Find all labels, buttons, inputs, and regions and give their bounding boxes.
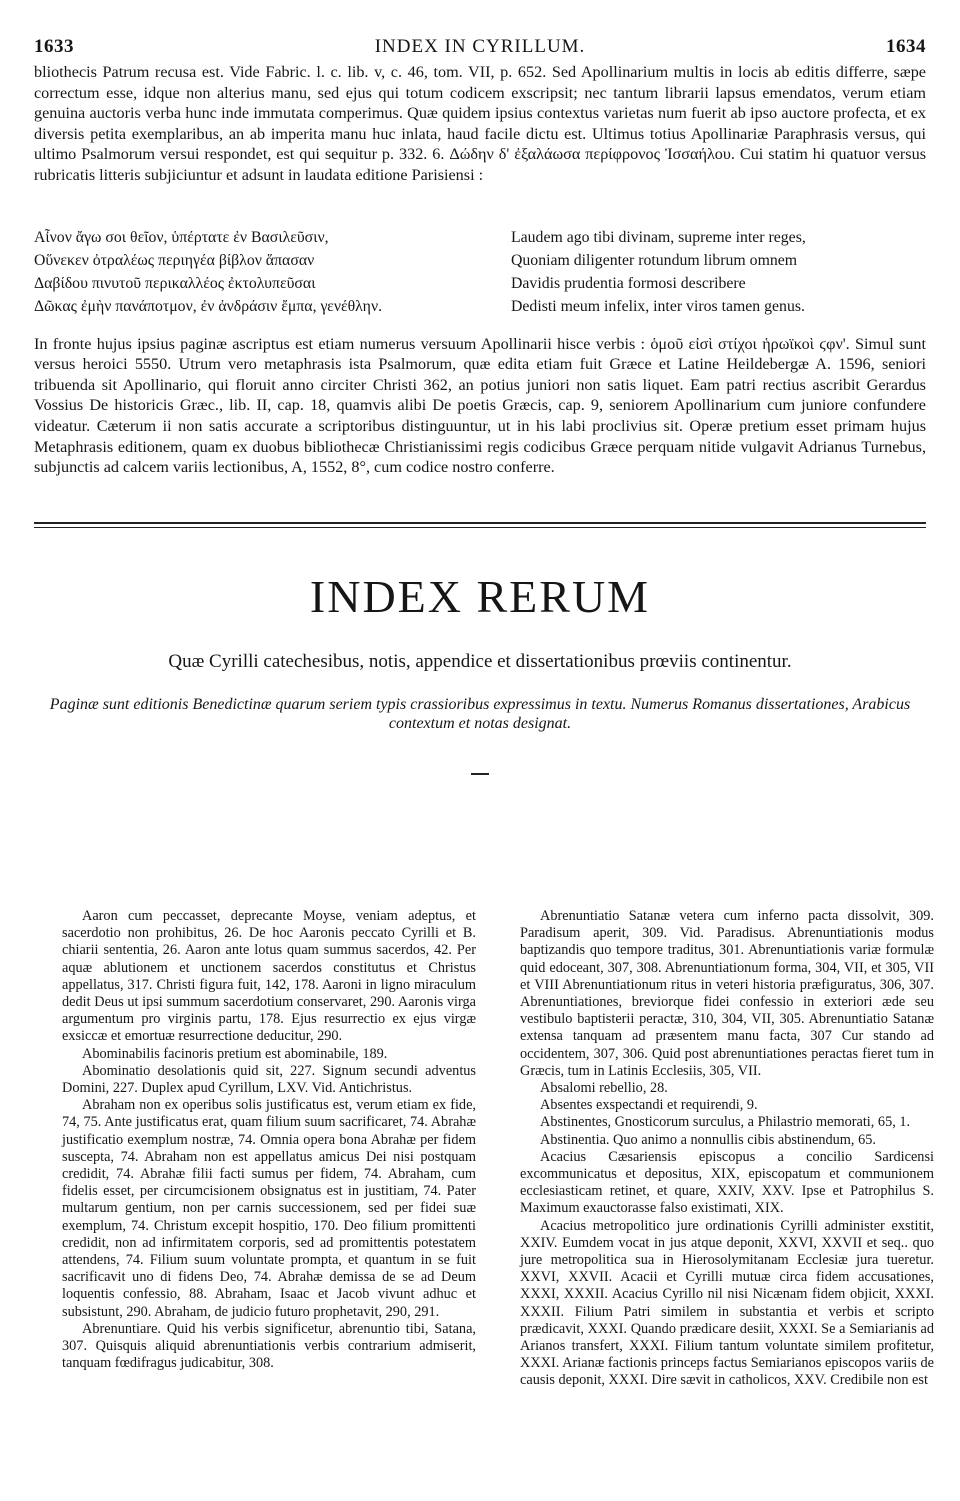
index-title: INDEX RERUM (309, 570, 651, 622)
index-columns (62, 908, 934, 1390)
intro-paragraph-text: bliothecis Patrum recusa est. Vide Fabric. l. c. lib. v, c. 46, tom. VII, p. 652. Sed Apollinarium multis in locis ab editis differre, sæpe correctum esse, idque non alterius manu, sed ejus qui totum codicem exscripsit; nec tantum librarii lapsus emendatos, verum etiam genuina auctoris verba hunc inde immutata comperimus. Quæ quidem ipsius contextus varietas num fuerit ab ipso auctore profecta, et ex diversis petita exemplaribus, an ab imperita manu huc inlata, haud facile dictu est. Ultimus totius Apollinariæ Paraphrasis versus, qui ultimo Psalmorum versui respondet, est qui sequitur p. 332. 6. Δώδην δ' ἐξαλάωσα περίφρονος Ἰσσαήλου. Cui statim hi quatuor versus rubricatis litteris subjiciuntur et adsunt in laudata editione Parisiensi : (34, 63, 926, 184)
latin-verse: Dedisti meum infelix, inter viros tamen genus. (511, 297, 805, 315)
index-note: Paginæ sunt editionis Benedictinæ quarum seriem typis crassioribus expressimus in textu. Numerus Romanus dissertationes, Arabicus contextum et notas designat. (49, 695, 911, 732)
latin-verses (511, 226, 926, 318)
index-entry: Absentes exspectandi et requirendi, 9. (540, 1097, 758, 1114)
greek-verse: Αἶνον ἄγω σοι θεῖον, ὑπέρτατε ἐν Βασιλεῦσιν, (34, 228, 329, 246)
index-entry: Abstinentia. Quo animo a nonnullis cibis abstinendum, 65. (540, 1131, 876, 1148)
short-divider (471, 773, 489, 775)
index-entry: Aaron cum peccasset, deprecante Moyse, veniam adeptus, et sacerdotio non prohibitus, 26. De hoc Aaronis peccato Cyrilli et B. chiarii sententia, 26. Aaron ante lotus quam summus sacerdos, 42. Per aquæ ablutionem et unctionem sacerdos constitutus et Christus appellatus, 317. Christi figura fuit, 142, 178. Aaroni in ligno miraculum dedit Deus ut ipsi summum sacerdotium conservaret, 290. Aaronis virga argumentum pro virginis partu, 178. Ejus resurrectio ex ejus virgæ exsiccæ et emortuæ resurrectione deducitur, 290. (62, 908, 476, 1045)
intro-paragraph (34, 62, 926, 186)
greek-verse: Δαβίδου πινυτοῦ περικαλλέος ἐκτολυπεῦσαι (34, 274, 316, 292)
index-entry: Abrenuntiatio Satanæ vetera cum inferno pacta dissolvit, 309. Paradisum aperit, 309. Vid. Paradisus. Abrenuntiationis modus baptizandis quo tempore traditus, 301. Abrenuntiationis variæ formulæ quid edoceant, 307, 308. Abrenuntiationum forma, 304, VII, et 305, VII et VIII Abrenuntiationum ritus in veteri historia præfiguratus, 306, 307. Abrenuntiationes, breviorque fidei confessio in exteriori æde seu vestibulo baptisterii peractæ, 310, 304, VII, 305. Abrenuntiatio Satanæ extensa tanquam ad præsentem manu facta, 307 Cur stando ad occidentem, 307, 306. Quid post abrenuntiationes peractas fieret tum in Græcis, tum in Latinis Ecclesiis, 305, VII. (520, 908, 934, 1079)
greek-verses (34, 226, 484, 318)
latin-verse: Laudem ago tibi divinam, supreme inter reges, (511, 228, 806, 246)
greek-verse: Οὕνεκεν ὀτραλέως περιηγέα βίβλον ἅπασαν (34, 251, 315, 269)
index-entry: Absalomi rebellio, 28. (540, 1080, 668, 1097)
index-entry: Acacius Cæsariensis episcopus a concilio Sardicensi excommunicatus et depositus, XIX, episcopatum et communionem ecclesiasticam retinet, et quare, XXIV, XXV. Ipse et Patrophilus S. Maximum exauctorasse falso existimati, XIX. (520, 1148, 934, 1217)
column-number-right: 1634 (886, 36, 926, 57)
index-column-right (520, 908, 934, 1390)
after-verses-text: In fronte hujus ipsius paginæ ascriptus est etiam numerus versuum Apollinarii hisce verbis : ὁμοῦ εἰσὶ στίχοι ἡρωϊκοὶ ϛφν'. Simul sunt versus heroici 5550. Utrum vero metaphrasis ista Psalmorum, quæ edita etiam fuit Græce et Latine Heildebergæ A. 1596, seniori tribuenda sit Apollinario, qui floruit anno circiter Christi 362, an potius juniori non satis liquet. Eam patri rectius ascribit Gerardus Vossius De historicis Græc., lib. II, cap. 18, quamvis alibi De poetis Græcis, cap. 9, seniorem Apollinarium cum juniore confundere videatur. Cæterum ii non satis accurate a scriptoribus distinguuntur, ut in his labi proclivius sit. Operæ pretium esset primam hujus Metaphrasis editionem, quam ex duobus bibliothecæ Christianissimi regis codicibus Græce perquam nitide vulgavit Adrianus Turnebus, subjunctis ad calcem variis lectionibus, A, 1552, 8°, cum codice nostro conferre. (34, 334, 926, 477)
index-column-left (62, 908, 476, 1390)
index-entry: Abstinentes, Gnosticorum surculus, a Philastrio memorati, 65, 1. (540, 1114, 911, 1131)
index-entry: Abominatio desolationis quid sit, 227. Signum secundi adventus Domini, 227. Duplex apud Cyrillum, LXV. Vid. Antichristus. (62, 1062, 476, 1097)
latin-verse: Quoniam diligenter rotundum librum omnem (511, 251, 798, 269)
column-number-left: 1633 (34, 36, 74, 57)
greek-verse: Δῶκας ἐμὴν πανάποτμον, ἐν ἀνδράσιν ἔμπα, γενέθλην. (34, 297, 383, 315)
page (34, 36, 926, 775)
latin-verse: Davidis prudentia formosi describere (511, 274, 746, 292)
after-verses-paragraph (34, 334, 926, 478)
index-entry: Abrenuntiare. Quid his verbis significetur, abrenuntio tibi, Satana, 307. Quisquis aliquid abrenuntiationis verbis contrarium admiserit, tanquam fœdifragus judicabitur, 308. (62, 1320, 476, 1372)
verse-table (34, 226, 926, 318)
section-divider (34, 522, 926, 528)
index-entry: Acacius metropolitico jure ordinationis Cyrilli administer exstitit, XXIV. Eumdem vocat in jus atque deponit, XXVI, XXVII et seq.. quo jure metropolitica sua in Hierosolymitanam Ecclesiæ jura tueretur. XXVI, XXVII. Acacii et Cyrilli mutuæ circa fidem accusationes, XXXI, XXXII. Acacius Cyrillo nil nisi Nicænam fidem objicit, XXXI. XXXII. Filium Patri similem in substantia et verbis et scripto prædicavit, XXXI. Quando prædicare desiit, XXXI. Se a Semiarianis ad Arianos transfert, XXXI. Filium tantum voluntate similem profitetur, XXXI. Arianæ factionis princeps factus Semiarianos episcopos variis de causis deponit, XXXI. Dire sævit in catholicos, XXV. Credibile non est (520, 1217, 934, 1389)
running-title: INDEX IN CYRILLUM. (374, 36, 586, 57)
index-entry: Abominabilis facinoris pretium est abominabile, 189. (82, 1045, 388, 1062)
running-head (34, 36, 926, 62)
index-entry: Abraham non ex operibus solis justificatus est, verum etiam ex fide, 74, 75. Ante justificatus erat, quam filium suum sacrificaret, 74. Abrahæ justificatio exemplum nostræ, 74. Omnia opera bona Abrahæ per fidem suscepta, 74. Abraham non est appellatus amicus Dei nisi postquam credidit, 74. Abrahæ filii facti sumus per fidem, 74. Abraham, cum fidelis esset, per circumcisionem obsignatus est in justitiam, 74. Pater multarum gentium, non per carnis successionem, sed per fidei suæ exemplum, 74. Christum excepit hospitio, 170. Deo filium promittenti credidit, non ad infirmitatem corporis, sed ad promittentis potestatem attendens, 74. Filium suum voluntate prompta, et quantum in se fuit sacrificavit uno di fidens Deo, 74. Abrahæ demissa de se ad Deum loquentis confessio, 88. Abraham, Isaac et Jacob vivunt adhuc et subsistunt, 290. Abraham, de judicio futuro prophetavit, 290, 291. (62, 1097, 476, 1320)
index-subtitle: Quæ Cyrilli catechesibus, notis, appendice et dissertationibus prœviis continentur. (168, 650, 792, 672)
